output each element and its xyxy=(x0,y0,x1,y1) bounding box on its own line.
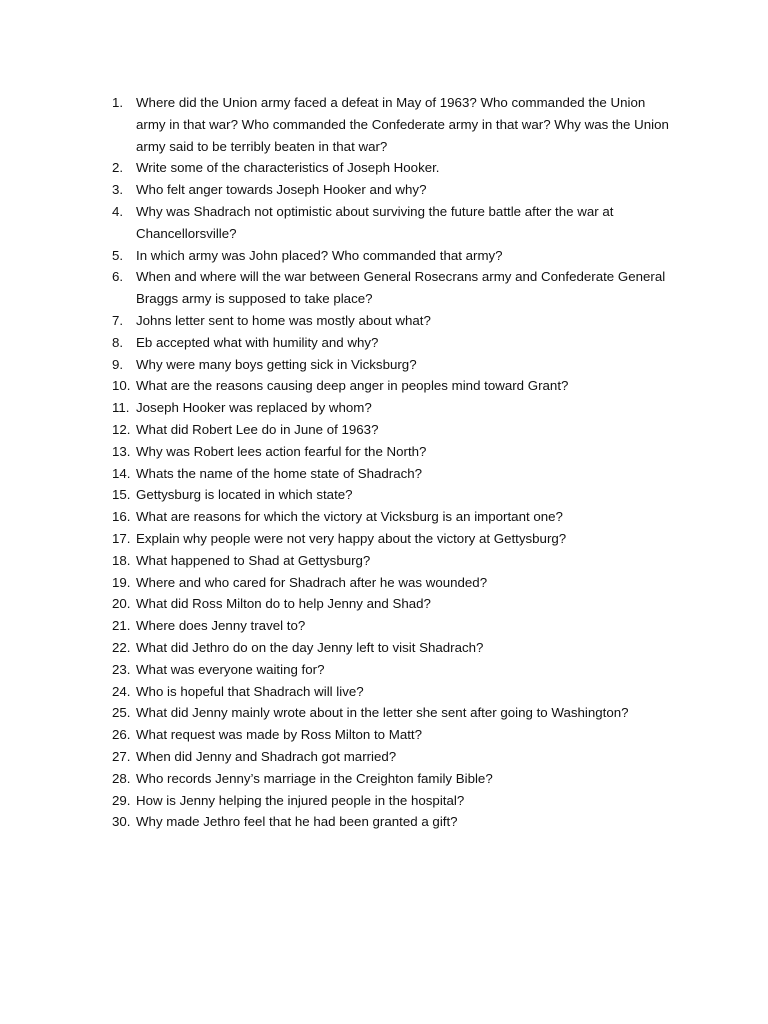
question-text: What did Jenny mainly wrote about in the letter she sent after going to Washington? xyxy=(136,705,629,721)
question-number: 30. xyxy=(112,814,131,830)
question-item xyxy=(112,790,677,812)
question-text: How is Jenny helping the injured people in the hospital? xyxy=(136,792,465,808)
question-item xyxy=(112,463,677,485)
question-item xyxy=(112,419,677,441)
question-text: What was everyone waiting for? xyxy=(136,661,325,677)
question-number: 21. xyxy=(112,618,131,634)
question-number: 16. xyxy=(112,509,131,525)
question-number: 15. xyxy=(112,487,131,503)
question-number: 19. xyxy=(112,574,131,590)
question-number: 14. xyxy=(112,465,131,481)
question-number: 24. xyxy=(112,683,131,699)
question-item xyxy=(112,615,677,637)
question-list xyxy=(112,92,677,833)
question-number: 27. xyxy=(112,748,131,764)
question-item xyxy=(112,681,677,703)
question-number: 3. xyxy=(112,182,124,198)
question-text: Eb accepted what with humility and why? xyxy=(136,334,379,350)
question-number: 9. xyxy=(112,356,124,372)
question-number: 7. xyxy=(112,312,124,328)
question-text: Who records Jenny’s marriage in the Creighton family Bible? xyxy=(136,770,493,786)
question-item xyxy=(112,375,677,397)
question-text: Gettysburg is located in which state? xyxy=(136,487,353,503)
question-item xyxy=(112,397,677,419)
question-text: Where and who cared for Shadrach after he was wounded? xyxy=(136,574,488,590)
question-text: When and where will the war between General Rosecrans army and Confederate General Braggs army is supposed to take place? xyxy=(136,269,666,307)
question-item xyxy=(112,550,677,572)
question-item xyxy=(112,572,677,594)
question-number: 10. xyxy=(112,378,131,394)
question-text: Explain why people were not very happy about the victory at Gettysburg? xyxy=(136,530,567,546)
question-item xyxy=(112,724,677,746)
question-item xyxy=(112,506,677,528)
question-item xyxy=(112,266,677,310)
question-item xyxy=(112,484,677,506)
question-text: Why made Jethro feel that he had been granted a gift? xyxy=(136,814,458,830)
question-text: What did Jethro do on the day Jenny left to visit Shadrach? xyxy=(136,639,484,655)
question-text: In which army was John placed? Who commanded that army? xyxy=(136,247,503,263)
question-item xyxy=(112,702,677,724)
question-text: Who felt anger towards Joseph Hooker and why? xyxy=(136,182,427,198)
question-number: 11. xyxy=(112,400,130,416)
question-number: 4. xyxy=(112,203,124,219)
question-number: 8. xyxy=(112,334,124,350)
question-text: What happened to Shad at Gettysburg? xyxy=(136,552,371,568)
question-item xyxy=(112,768,677,790)
question-number: 1. xyxy=(112,95,124,110)
question-item xyxy=(112,637,677,659)
question-number: 6. xyxy=(112,269,124,285)
question-item xyxy=(112,593,677,615)
question-text: Why was Robert lees action fearful for the North? xyxy=(136,443,427,459)
question-item xyxy=(112,157,677,179)
question-item xyxy=(112,332,677,354)
question-number: 29. xyxy=(112,792,131,808)
question-item xyxy=(112,354,677,376)
question-number: 12. xyxy=(112,421,131,437)
question-number: 25. xyxy=(112,705,131,721)
question-text: Where does Jenny travel to? xyxy=(136,618,306,634)
question-item xyxy=(112,245,677,267)
question-number: 26. xyxy=(112,727,131,743)
question-text: Joseph Hooker was replaced by whom? xyxy=(136,400,372,416)
question-item xyxy=(112,310,677,332)
question-text: Who is hopeful that Shadrach will live? xyxy=(136,683,364,699)
question-text: Whats the name of the home state of Shadrach? xyxy=(136,465,423,481)
question-number: 23. xyxy=(112,661,131,677)
question-number: 2. xyxy=(112,160,124,176)
question-text: What did Ross Milton do to help Jenny and Shad? xyxy=(136,596,431,612)
question-item xyxy=(112,92,677,157)
question-item xyxy=(112,179,677,201)
question-item xyxy=(112,746,677,768)
question-item xyxy=(112,201,677,245)
question-item xyxy=(112,441,677,463)
question-text: Johns letter sent to home was mostly about what? xyxy=(136,312,431,328)
question-item xyxy=(112,659,677,681)
question-number: 20. xyxy=(112,596,131,612)
question-number: 13. xyxy=(112,443,131,459)
question-number: 17. xyxy=(112,530,131,546)
question-text: What did Robert Lee do in June of 1963? xyxy=(136,421,379,437)
question-number: 5. xyxy=(112,247,124,263)
question-text: What are the reasons causing deep anger in peoples mind toward Grant? xyxy=(136,378,569,394)
question-text: Why was Shadrach not optimistic about surviving the future battle after the war at Chancellorsville? xyxy=(136,203,614,241)
question-number: 28. xyxy=(112,770,131,786)
question-text: When did Jenny and Shadrach got married? xyxy=(136,748,397,764)
question-text: What are reasons for which the victory at Vicksburg is an important one? xyxy=(136,509,563,525)
question-number: 22. xyxy=(112,639,131,655)
question-text: Write some of the characteristics of Joseph Hooker. xyxy=(136,160,440,176)
question-text: Why were many boys getting sick in Vicksburg? xyxy=(136,356,417,372)
question-text: Where did the Union army faced a defeat in May of 1963? Who commanded the Union army in that war? Who commanded the Confederate army in that war? Why was the Union army said to be terribly beaten in that war? xyxy=(136,95,669,154)
question-item xyxy=(112,811,677,833)
question-text: What request was made by Ross Milton to Matt? xyxy=(136,727,422,743)
question-item xyxy=(112,528,677,550)
question-number: 18. xyxy=(112,552,131,568)
